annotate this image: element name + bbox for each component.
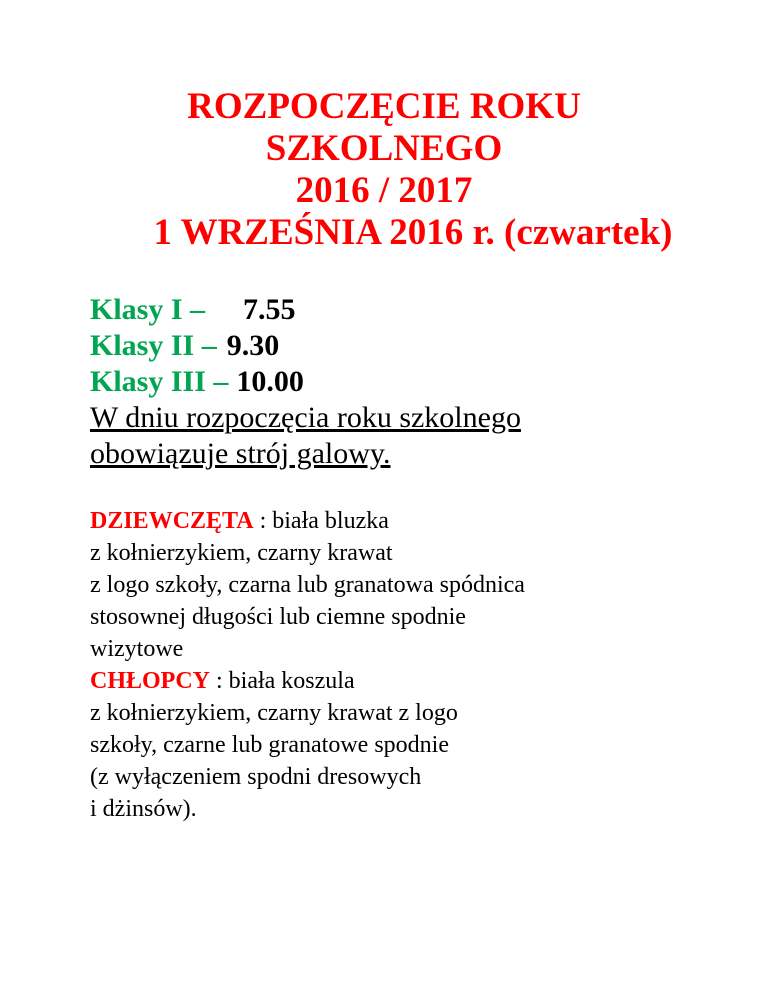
title-line-4: 1 WRZEŚNIA 2016 r. (czwartek) (153, 212, 673, 253)
start-time: 10.00 (236, 365, 304, 398)
girls-dress-text: : biała bluzka (253, 508, 389, 534)
boys-dress-text: : biała koszula (210, 668, 355, 694)
boys-dress-line-1 (90, 665, 525, 697)
boys-dress-line-5: i dżinsów). (90, 796, 197, 822)
title-line-2: SZKOLNEGO (265, 128, 503, 169)
dress-code-notice-line-2: obowiązuje strój galowy. (90, 437, 391, 470)
girls-label: DZIEWCZĘTA (90, 508, 254, 534)
girls-dress-line-5: wizytowe (90, 636, 184, 662)
start-time: 9.30 (226, 329, 280, 362)
class-schedule (90, 292, 521, 472)
girls-dress-line-3: z logo szkoły, czarna lub granatowa spódnica (90, 572, 525, 598)
dress-code-details (90, 505, 525, 825)
class-label: Klasy I – (90, 293, 206, 326)
girls-dress-line-4: stosownej długości lub ciemne spodnie (90, 604, 466, 630)
schedule-row-class-3 (90, 364, 521, 400)
boys-dress-line-3: szkoły, czarne lub granatowe spodnie (90, 732, 449, 758)
class-label: Klasy III – (90, 365, 229, 398)
boys-dress-line-2: z kołnierzykiem, czarny krawat z logo (90, 700, 458, 726)
class-label: Klasy II – (90, 329, 217, 362)
title-line-3: 2016 / 2017 (295, 170, 473, 211)
start-time: 7.55 (243, 293, 296, 326)
girls-dress-line-2: z kołnierzykiem, czarny krawat (90, 540, 393, 566)
dress-code-notice-line-1: W dniu rozpoczęcia roku szkolnego (90, 401, 521, 434)
title-line-1: ROZPOCZĘCIE ROKU (187, 86, 581, 127)
schedule-row-class-1 (90, 292, 521, 328)
boys-dress-line-4: (z wyłączeniem spodni dresowych (90, 764, 422, 790)
schedule-row-class-2 (90, 328, 521, 364)
girls-dress-line-1 (90, 505, 525, 537)
announcement-title (0, 86, 768, 254)
boys-label: CHŁOPCY (90, 668, 210, 694)
